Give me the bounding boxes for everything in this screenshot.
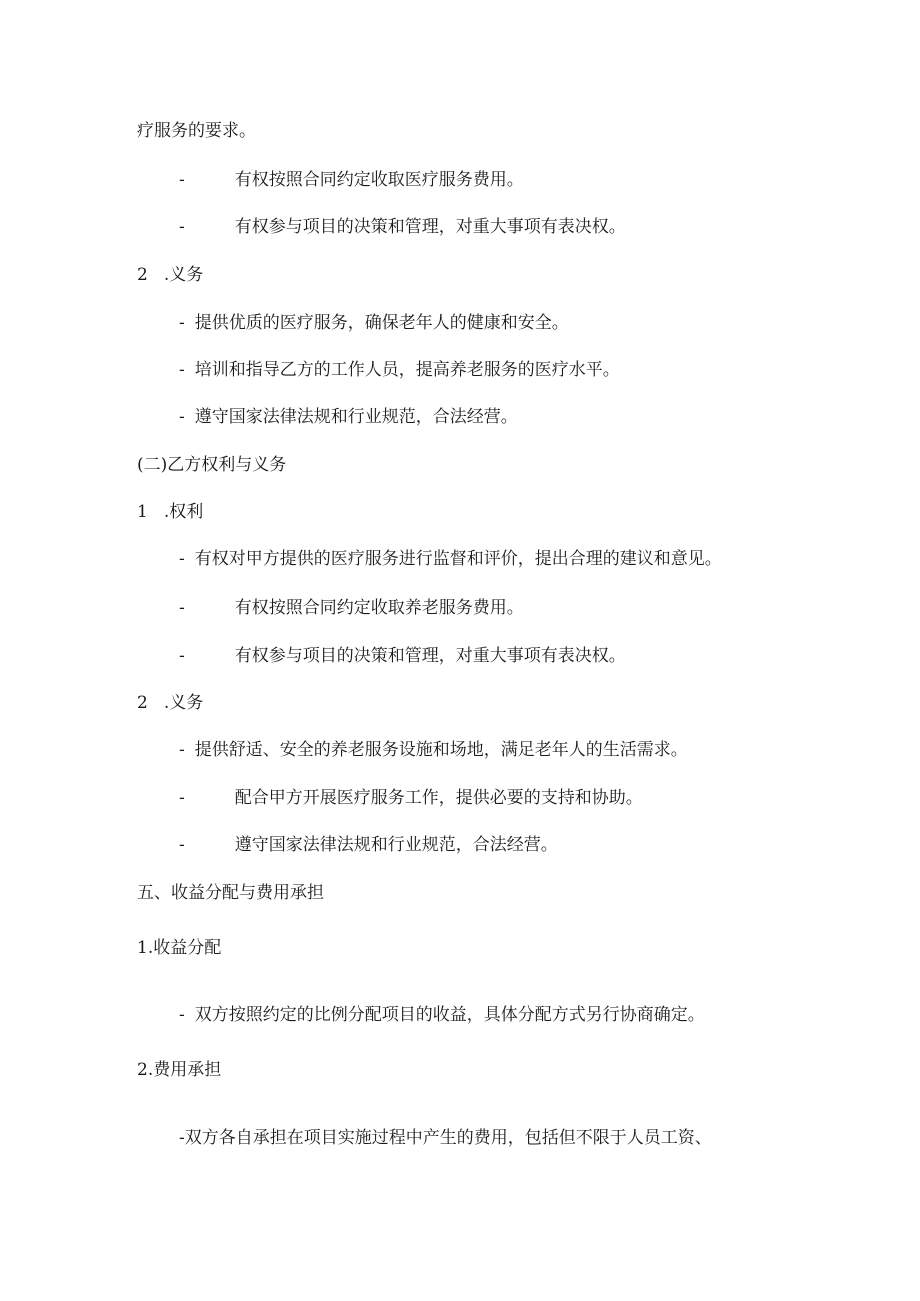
dash-marker: - xyxy=(179,360,185,380)
section-number: 1 xyxy=(137,502,148,522)
subsection-heading: 2 .义务 xyxy=(137,693,204,713)
list-item: - 遵守国家法律法规和行业规范，合法经营。 xyxy=(179,407,518,427)
section-number: 2 xyxy=(137,693,148,713)
list-item: - 提供优质的医疗服务，确保老年人的健康和安全。 xyxy=(179,313,569,333)
dash-marker: - xyxy=(179,170,185,190)
dash-marker: - xyxy=(179,646,185,666)
subsection-heading: 1.收益分配 xyxy=(137,938,222,958)
body-line: -双方各自承担在项目实施过程中产生的费用，包括但不限于人员工资、 xyxy=(179,1128,712,1148)
section-heading: (二)乙方权利与义务 xyxy=(137,455,287,475)
section-heading: 五、收益分配与费用承担 xyxy=(137,883,324,903)
dash-marker: - xyxy=(179,1005,185,1025)
dash-marker: - xyxy=(179,835,185,855)
list-item: - 有权按照合同约定收取养老服务费用。 xyxy=(179,598,524,618)
dash-marker: - xyxy=(179,313,185,333)
dash-marker: - xyxy=(179,407,185,427)
list-item: - 有权对甲方提供的医疗服务进行监督和评价，提出合理的建议和意见。 xyxy=(179,549,722,569)
list-item: - 有权按照合同约定收取医疗服务费用。 xyxy=(179,170,524,190)
list-item: - 培训和指导乙方的工作人员，提高养老服务的医疗水平。 xyxy=(179,360,620,380)
dash-marker: - xyxy=(179,740,185,760)
dash-marker: - xyxy=(179,598,185,618)
list-item: - 遵守国家法律法规和行业规范，合法经营。 xyxy=(179,835,558,855)
dash-marker: - xyxy=(179,788,185,808)
list-item: - 提供舒适、安全的养老服务设施和场地，满足老年人的生活需求。 xyxy=(179,740,688,760)
section-number: 2 xyxy=(137,265,148,285)
dash-marker: - xyxy=(179,549,185,569)
list-item: - 有权参与项目的决策和管理，对重大事项有表决权。 xyxy=(179,217,626,237)
list-item: - 配合甲方开展医疗服务工作，提供必要的支持和协助。 xyxy=(179,788,643,808)
subsection-heading: 2.费用承担 xyxy=(137,1060,222,1080)
dash-marker: - xyxy=(179,217,185,237)
body-line: 疗服务的要求。 xyxy=(137,121,256,141)
subsection-heading: 2 .义务 xyxy=(137,265,204,285)
list-item: - 有权参与项目的决策和管理，对重大事项有表决权。 xyxy=(179,646,626,666)
subsection-heading: 1 .权利 xyxy=(137,502,204,522)
list-item: - 双方按照约定的比例分配项目的收益，具体分配方式另行协商确定。 xyxy=(179,1005,705,1025)
